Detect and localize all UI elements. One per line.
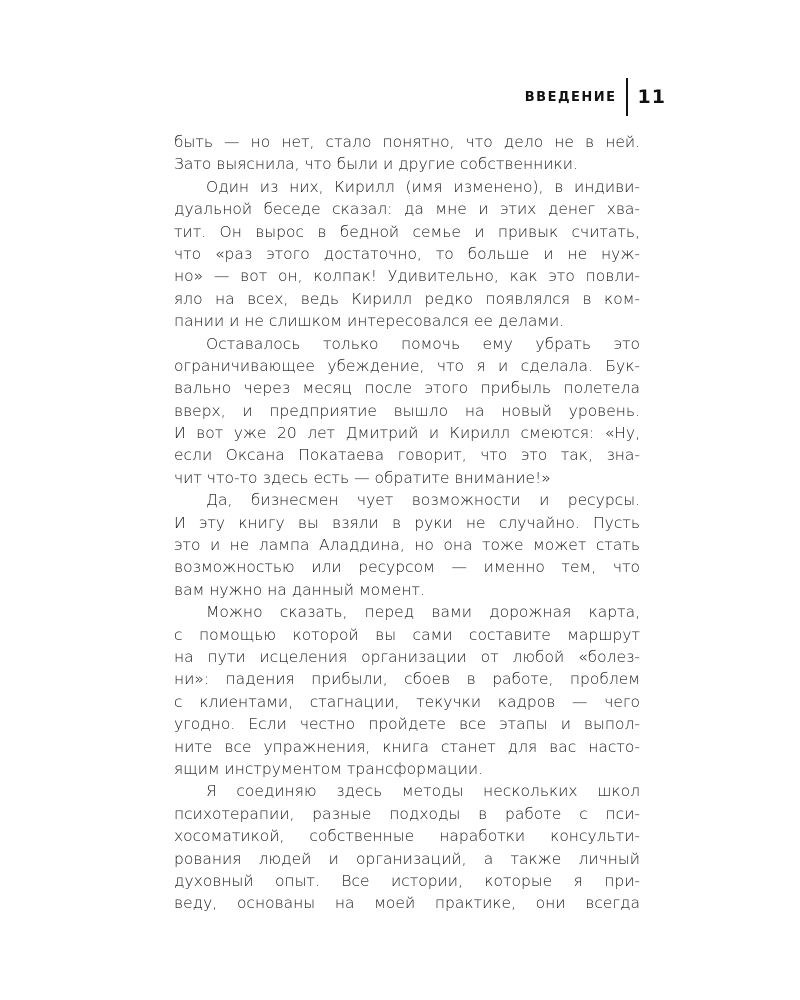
text-line: вально через месяц после этого прибыль полетела [174,379,640,398]
text-line: ящим инструментом трансформации. [174,759,484,778]
text-line: И эту книгу вы взяли в руки не случайно. Пусть [174,513,640,532]
text-line: возможностью или ресурсом — именно тем, что [174,558,640,577]
text-line: духовный опыт. Все истории, которые я при- [174,871,640,890]
text-line: психотерапии, разные подходы в работе с пси- [174,804,640,823]
text-line: веду, основаны на моей практике, они всегда [174,894,640,913]
text-line: быть — но нет, стало понятно, что дело не в ней. [174,133,640,151]
text-line: но» — вот он, колпак! Удивительно, как это повли- [174,267,640,286]
text-line: чит что-то здесь есть — обратите внимание!» [174,468,551,487]
text-line: тит. Он вырос в бедной семье и привык считать, [174,222,640,241]
chapter-title: ВВЕДЕНИЕ [524,89,617,105]
page-number: 11 [637,86,666,108]
text-line: с помощью которой вы сами составите маршрут [174,625,640,644]
text-line: хосоматикой, собственные наработки консульти- [174,827,640,846]
text-line: дуальной беседе сказал: да мне и этих денег хва- [174,200,640,219]
text-line: Можно сказать, перед вами дорожная карта, [206,603,640,622]
text-line: с клиентами, стагнации, текучки кадров — чего [174,692,640,711]
text-line: пании и не слишком интересовался ее делами. [174,312,565,331]
text-line: ните все упражнения, книга станет для вас насто- [174,737,640,756]
text-line: вверх, и предприятие вышло на новый уровень. [174,401,640,420]
text-line: Да, бизнесмен чует возможности и ресурсы. [206,491,640,510]
text-line: рования людей и организаций, а также личный [174,849,640,868]
text-line: Зато выяснила, что были и другие собственники. [174,155,578,174]
text-line: что «раз этого достаточно, то больше и не нуж- [174,244,640,263]
text-line: вам нужно на данный момент. [174,580,425,599]
text-line: Я соединяю здесь методы нескольких школ [206,782,640,801]
text-line: если Оксана Покатаева говорит, что это так, зна- [174,446,640,465]
text-line: ограничивающее убеждение, что я и сделала. Бук- [174,356,640,375]
text-line: яло на всех, ведь Кирилл редко появлялся в ком- [174,289,640,308]
text-line: на пути исцеления организации от любой «болез- [174,647,640,666]
text-line: Один из них, Кирилл (имя изменено), в индиви- [206,177,640,196]
text-line: это и не лампа Аладдина, но она тоже может стать [174,536,640,555]
running-header [525,78,666,116]
text-line: И вот уже 20 лет Дмитрий и Кирилл смеются: «Ну, [174,424,640,443]
body-text [174,131,640,915]
text-line: Оставалось только помочь ему убрать это [206,334,640,353]
text-line: угодно. Если честно пройдете все этапы и выпол- [174,715,640,734]
text-line: ни»: падения прибыли, сбоев в работе, проблем [174,670,640,689]
